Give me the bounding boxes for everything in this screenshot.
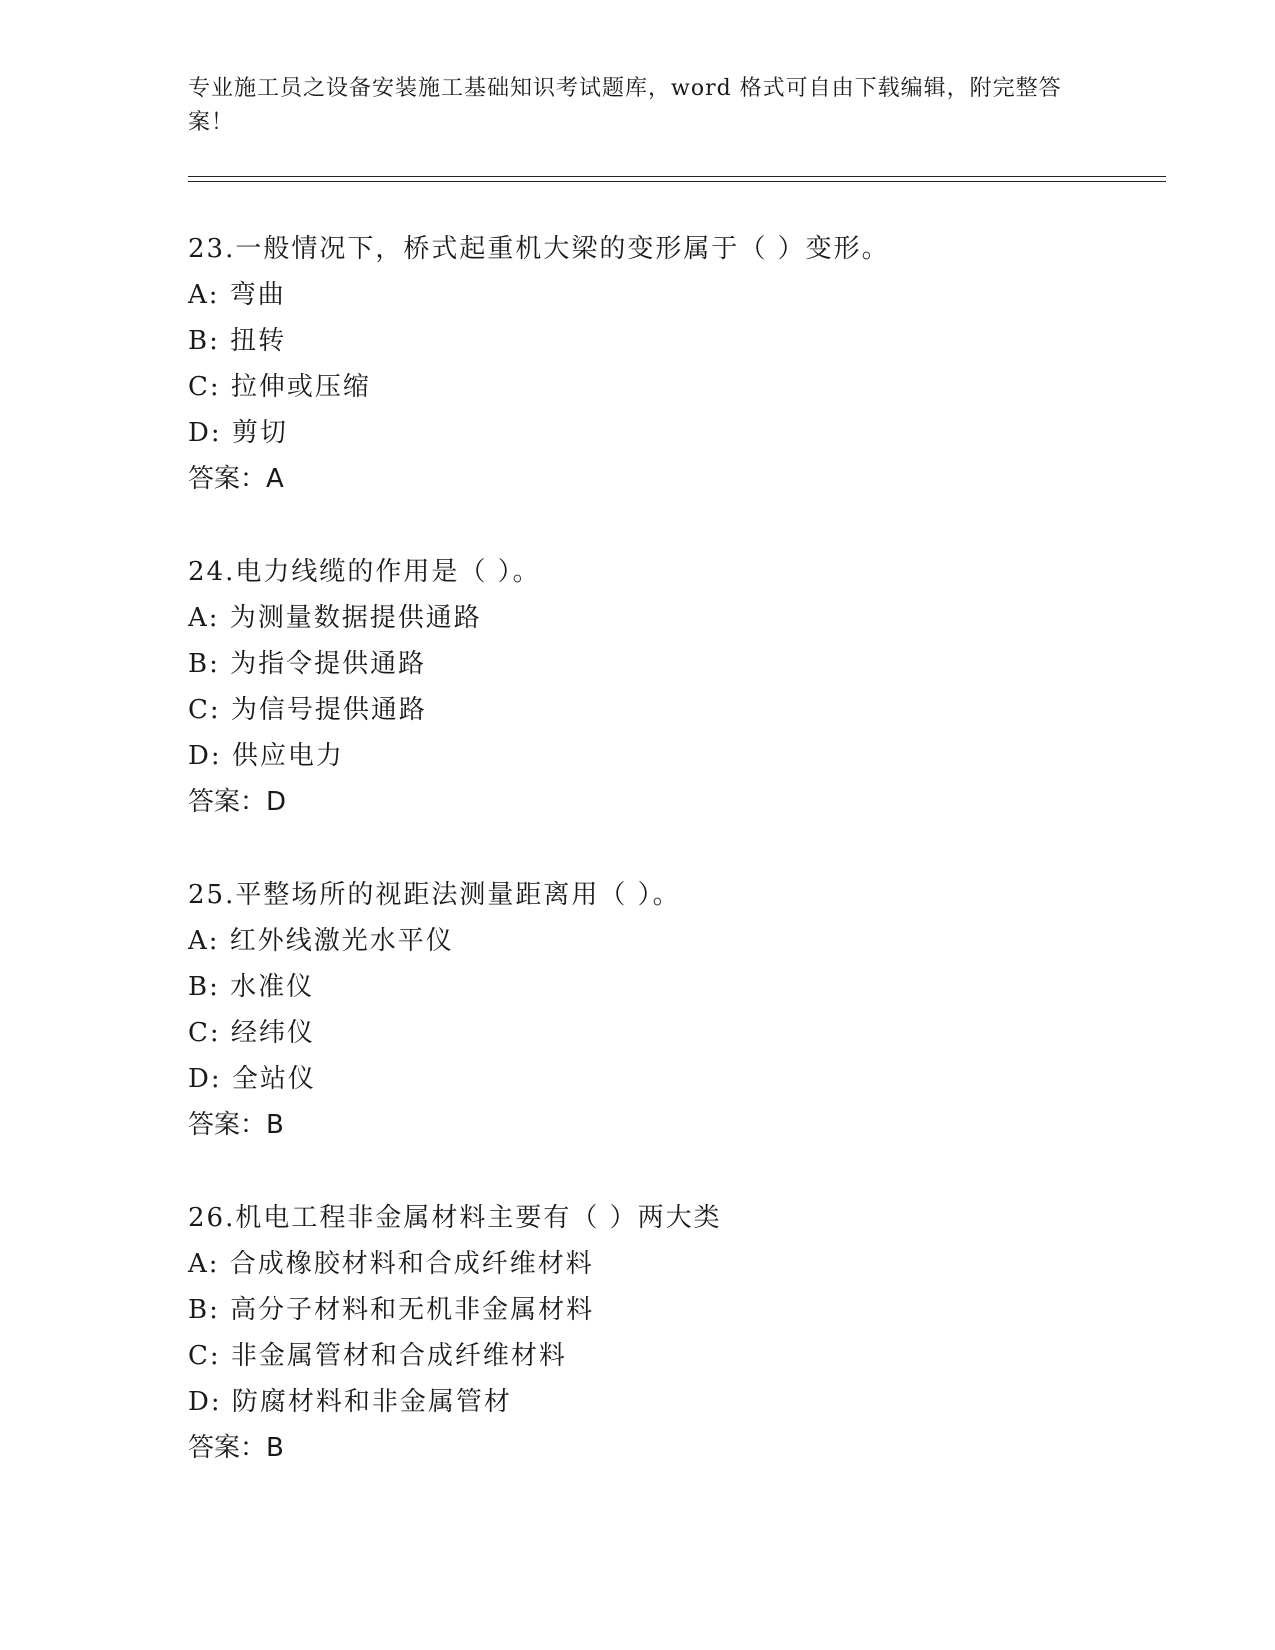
answer-line: 答案：B	[188, 1433, 284, 1463]
question-block-23	[188, 226, 1168, 502]
question-block-24	[188, 549, 1168, 825]
option-d: D: 供应电力	[188, 741, 344, 771]
question-block-25	[188, 872, 1168, 1148]
answer-line: 答案：A	[188, 464, 284, 494]
option-c: C: 拉伸或压缩	[188, 372, 371, 402]
option-c: C: 为信号提供通路	[188, 695, 427, 725]
option-b: B: 高分子材料和无机非金属材料	[188, 1295, 595, 1325]
option-c: C: 非金属管材和合成纤维材料	[188, 1341, 567, 1371]
question-stem: 23.一般情况下，桥式起重机大梁的变形属于（ ）变形。	[188, 234, 890, 264]
option-a: A: 红外线激光水平仪	[188, 926, 454, 956]
option-d: D: 防腐材料和非金属管材	[188, 1387, 512, 1417]
document-header-text: 专业施工员之设备安装施工基础知识考试题库，word 格式可自由下载编辑，附完整答案！	[188, 76, 1062, 135]
question-stem: 25.平整场所的视距法测量距离用（ ）。	[188, 880, 681, 910]
header-divider-line	[188, 176, 1166, 177]
answer-line: 答案：D	[188, 787, 287, 817]
option-b: B: 为指令提供通路	[188, 649, 427, 679]
header-divider-line	[188, 181, 1166, 182]
question-block-26	[188, 1195, 1168, 1471]
answer-line: 答案：B	[188, 1110, 284, 1140]
option-d: D: 全站仪	[188, 1064, 316, 1094]
option-a: A: 弯曲	[188, 280, 286, 310]
option-b: B: 扭转	[188, 326, 287, 356]
option-a: A: 为测量数据提供通路	[188, 603, 482, 633]
option-b: B: 水准仪	[188, 972, 315, 1002]
question-stem: 26.机电工程非金属材料主要有（ ）两大类	[188, 1203, 722, 1233]
option-a: A: 合成橡胶材料和合成纤维材料	[188, 1249, 594, 1279]
option-c: C: 经纬仪	[188, 1018, 315, 1048]
question-stem: 24.电力线缆的作用是（ ）。	[188, 557, 541, 587]
option-d: D: 剪切	[188, 418, 288, 448]
